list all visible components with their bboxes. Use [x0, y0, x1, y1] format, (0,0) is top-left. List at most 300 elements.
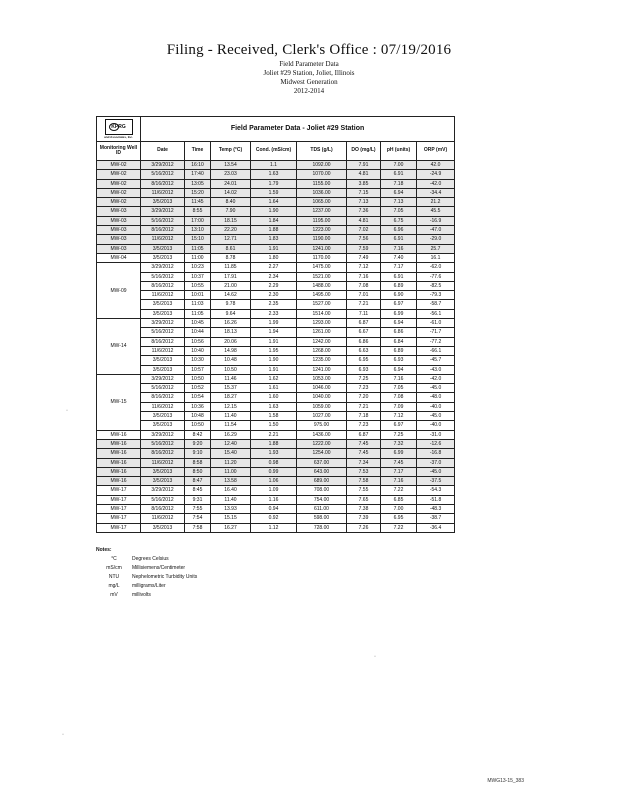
logo-cell [97, 117, 141, 142]
cell-ph: 7.16 [381, 244, 417, 253]
cell-ph: 7.08 [381, 393, 417, 402]
table-row [97, 374, 455, 383]
cell-cond: 1.64 [251, 198, 297, 207]
cell-temp: 10.48 [211, 356, 251, 365]
cell-well-id: MW-09 [97, 263, 141, 319]
cell-time: 10:30 [185, 356, 211, 365]
cell-time: 8:42 [185, 430, 211, 439]
cell-ph: 6.89 [381, 346, 417, 355]
cell-cond: 1.90 [251, 356, 297, 365]
cell-well-id: MW-16 [97, 467, 141, 476]
cell-cond: 1.09 [251, 486, 297, 495]
table-row [97, 504, 455, 513]
cell-orp: -40.0 [417, 402, 455, 411]
cell-date: 5/16/2012 [141, 328, 185, 337]
cell-ph: 6.97 [381, 300, 417, 309]
cell-well-id: MW-02 [97, 188, 141, 197]
cell-orp: -45.7 [417, 356, 455, 365]
cell-temp: 11.46 [211, 374, 251, 383]
cell-cond: 2.29 [251, 281, 297, 290]
cell-time: 10:23 [185, 263, 211, 272]
cell-cond: 1.1 [251, 161, 297, 170]
logo-subtext: and Associates, Inc. [104, 135, 133, 139]
cell-tds: 637.00 [297, 458, 347, 467]
cell-temp: 11.20 [211, 458, 251, 467]
cell-time: 10:40 [185, 346, 211, 355]
cell-date: 5/16/2012 [141, 272, 185, 281]
cell-orp: -38.7 [417, 514, 455, 523]
cell-well-id: MW-03 [97, 244, 141, 253]
cell-cond: 2.34 [251, 272, 297, 281]
cell-date: 8/16/2012 [141, 393, 185, 402]
header-line-2: Joliet #29 Station, Joliet, Illinois [263, 69, 355, 77]
cell-date: 11/6/2012 [141, 291, 185, 300]
cell-well-id: MW-17 [97, 486, 141, 495]
column-header: TDS (g/L) [297, 142, 347, 161]
cell-temp: 16.27 [211, 523, 251, 532]
cell-cond: 1.91 [251, 244, 297, 253]
cell-do: 7.21 [347, 300, 381, 309]
cell-time: 10:01 [185, 291, 211, 300]
cell-cond: 1.99 [251, 319, 297, 328]
cell-time: 13:05 [185, 179, 211, 188]
cell-ph: 7.05 [381, 384, 417, 393]
cell-orp: -45.0 [417, 384, 455, 393]
column-header: Cond. (mS/cm) [251, 142, 297, 161]
cell-orp: -48.3 [417, 504, 455, 513]
cell-well-id: MW-15 [97, 374, 141, 430]
cell-tds: 1222.00 [297, 439, 347, 448]
cell-tds: 1242.00 [297, 337, 347, 346]
cell-temp: 18.15 [211, 216, 251, 225]
cell-time: 15:10 [185, 235, 211, 244]
cell-temp: 20.06 [211, 337, 251, 346]
cell-tds: 754.00 [297, 495, 347, 504]
cell-time: 17:40 [185, 170, 211, 179]
cell-do: 7.58 [347, 477, 381, 486]
cell-date: 3/5/2013 [141, 198, 185, 207]
cell-temp: 24.01 [211, 179, 251, 188]
cell-time: 9:10 [185, 449, 211, 458]
cell-orp: -34.4 [417, 188, 455, 197]
note-abbreviation: mV [110, 592, 118, 598]
cell-orp: -51.8 [417, 495, 455, 504]
cell-do: 7.16 [347, 272, 381, 281]
cell-ph: 6.99 [381, 449, 417, 458]
cell-temp: 13.93 [211, 504, 251, 513]
cell-temp: 10.50 [211, 365, 251, 374]
column-header: pH (units) [381, 142, 417, 161]
cell-time: 15:20 [185, 188, 211, 197]
cell-time: 8:47 [185, 477, 211, 486]
cell-tds: 1514.00 [297, 309, 347, 318]
cell-orp: -29.0 [417, 235, 455, 244]
table-row [97, 179, 455, 188]
cell-orp: -47.0 [417, 226, 455, 235]
cell-time: 7:55 [185, 504, 211, 513]
cell-cond: 0.98 [251, 458, 297, 467]
cell-well-id: MW-02 [97, 161, 141, 170]
cell-date: 3/29/2012 [141, 319, 185, 328]
cell-ph: 6.84 [381, 337, 417, 346]
note-description: Nephelometric Turbidity Units [132, 574, 198, 580]
cell-orp: -56.1 [417, 309, 455, 318]
cell-time: 13:10 [185, 226, 211, 235]
cell-cond: 1.79 [251, 179, 297, 188]
cell-temp: 11.85 [211, 263, 251, 272]
cell-time: 7:54 [185, 514, 211, 523]
cell-orp: -54.3 [417, 486, 455, 495]
cell-temp: 9.78 [211, 300, 251, 309]
cell-cond: 1.06 [251, 477, 297, 486]
cell-temp: 12.15 [211, 402, 251, 411]
note-item [96, 582, 197, 591]
cell-temp: 11.40 [211, 412, 251, 421]
cell-cond: 1.80 [251, 253, 297, 262]
table-row [97, 188, 455, 197]
table-row [97, 365, 455, 374]
header-line-1: Field Parameter Data [279, 60, 339, 68]
cell-ph: 7.12 [381, 412, 417, 421]
cell-ph: 7.13 [381, 198, 417, 207]
cell-time: 11:05 [185, 309, 211, 318]
column-header-row [97, 142, 455, 161]
cell-temp: 9.64 [211, 309, 251, 318]
table-row [97, 207, 455, 216]
cell-do: 7.59 [347, 244, 381, 253]
cell-cond: 1.61 [251, 384, 297, 393]
cell-well-id: MW-16 [97, 449, 141, 458]
filing-stamp: Filing - Received, Clerk's Office : 07/19/2016 [166, 42, 452, 58]
table-row [97, 439, 455, 448]
cell-cond: 1.12 [251, 523, 297, 532]
margin-mark: · [62, 732, 64, 738]
cell-tds: 611.00 [297, 504, 347, 513]
cell-orp: -61.0 [417, 319, 455, 328]
cell-temp: 14.02 [211, 188, 251, 197]
cell-orp: -45.0 [417, 467, 455, 476]
cell-temp: 8.78 [211, 253, 251, 262]
cell-ph: 7.22 [381, 523, 417, 532]
cell-tds: 1070.00 [297, 170, 347, 179]
cell-do: 7.15 [347, 188, 381, 197]
cell-well-id: MW-03 [97, 216, 141, 225]
cell-orp: -58.7 [417, 300, 455, 309]
note-abbreviation: °C [111, 556, 117, 562]
cell-do: 6.93 [347, 365, 381, 374]
margin-mark: · [374, 654, 376, 660]
cell-do: 7.55 [347, 486, 381, 495]
cell-tds: 1261.00 [297, 328, 347, 337]
cell-temp: 15.15 [211, 514, 251, 523]
cell-tds: 1268.00 [297, 346, 347, 355]
cell-orp: -77.2 [417, 337, 455, 346]
cell-time: 8:58 [185, 458, 211, 467]
cell-do: 7.21 [347, 402, 381, 411]
cell-tds: 1293.00 [297, 319, 347, 328]
cell-do: 7.34 [347, 458, 381, 467]
cell-temp: 13.54 [211, 161, 251, 170]
cell-orp: -77.6 [417, 272, 455, 281]
cell-time: 17:00 [185, 216, 211, 225]
logo-text: KPRG [111, 123, 126, 130]
cell-do: 6.86 [347, 337, 381, 346]
table-row [97, 477, 455, 486]
cell-do: 7.45 [347, 449, 381, 458]
cell-ph: 6.94 [381, 319, 417, 328]
cell-tds: 1241.00 [297, 244, 347, 253]
cell-ph: 7.17 [381, 263, 417, 272]
cell-temp: 15.40 [211, 449, 251, 458]
cell-date: 11/6/2012 [141, 458, 185, 467]
table-row [97, 272, 455, 281]
cell-cond: 2.30 [251, 291, 297, 300]
cell-orp: -45.0 [417, 412, 455, 421]
cell-do: 7.36 [347, 207, 381, 216]
cell-cond: 1.50 [251, 421, 297, 430]
cell-tds: 1059.00 [297, 402, 347, 411]
cell-orp: 25.7 [417, 244, 455, 253]
cell-time: 11:00 [185, 253, 211, 262]
notes-section [96, 546, 197, 600]
cell-date: 3/29/2012 [141, 486, 185, 495]
cell-time: 10:56 [185, 337, 211, 346]
cell-date: 5/16/2012 [141, 170, 185, 179]
column-header: ORP (mV) [417, 142, 455, 161]
cell-orp: 42.0 [417, 161, 455, 170]
cell-date: 11/6/2012 [141, 402, 185, 411]
cell-time: 10:55 [185, 281, 211, 290]
cell-well-id: MW-17 [97, 523, 141, 532]
cell-orp: -31.0 [417, 430, 455, 439]
cell-cond: 2.27 [251, 263, 297, 272]
cell-date: 8/16/2012 [141, 504, 185, 513]
field-parameter-table-wrap [96, 116, 454, 533]
cell-do: 7.26 [347, 523, 381, 532]
cell-date: 3/29/2012 [141, 374, 185, 383]
cell-date: 3/5/2013 [141, 356, 185, 365]
cell-date: 3/5/2013 [141, 365, 185, 374]
cell-time: 11:45 [185, 198, 211, 207]
cell-date: 11/6/2012 [141, 514, 185, 523]
cell-time: 11:05 [185, 244, 211, 253]
cell-cond: 1.83 [251, 235, 297, 244]
cell-do: 7.65 [347, 495, 381, 504]
cell-tds: 728.00 [297, 523, 347, 532]
cell-orp: -48.0 [417, 393, 455, 402]
cell-orp: -79.3 [417, 291, 455, 300]
notes-title: Notes: [96, 547, 112, 553]
cell-ph: 7.18 [381, 179, 417, 188]
table-row [97, 170, 455, 179]
table-row [97, 523, 455, 532]
cell-ph: 6.86 [381, 328, 417, 337]
note-item [96, 564, 197, 573]
cell-do: 7.25 [347, 374, 381, 383]
table-row [97, 161, 455, 170]
cell-do: 7.53 [347, 467, 381, 476]
cell-cond: 1.88 [251, 439, 297, 448]
cell-temp: 8.61 [211, 244, 251, 253]
table-row [97, 346, 455, 355]
cell-cond: 1.94 [251, 328, 297, 337]
table-row [97, 291, 455, 300]
cell-tds: 598.00 [297, 514, 347, 523]
cell-date: 3/5/2013 [141, 477, 185, 486]
cell-orp: -40.0 [417, 421, 455, 430]
cell-orp: -36.4 [417, 523, 455, 532]
cell-temp: 11.54 [211, 421, 251, 430]
cell-well-id: MW-02 [97, 170, 141, 179]
cell-do: 7.23 [347, 384, 381, 393]
cell-orp: -37.5 [417, 477, 455, 486]
cell-cond: 2.21 [251, 430, 297, 439]
cell-ph: 6.94 [381, 188, 417, 197]
cell-temp: 23.03 [211, 170, 251, 179]
cell-temp: 7.90 [211, 207, 251, 216]
note-description: millivolts [132, 592, 151, 598]
cell-orp: -66.1 [417, 346, 455, 355]
table-row [97, 356, 455, 365]
cell-ph: 7.25 [381, 430, 417, 439]
table-row [97, 244, 455, 253]
cell-cond: 1.58 [251, 412, 297, 421]
column-header: Time [185, 142, 211, 161]
cell-do: 6.87 [347, 430, 381, 439]
cell-date: 5/16/2012 [141, 216, 185, 225]
cell-cond: 1.62 [251, 374, 297, 383]
cell-ph: 6.91 [381, 170, 417, 179]
cell-date: 3/29/2012 [141, 161, 185, 170]
cell-tds: 1046.00 [297, 384, 347, 393]
cell-date: 3/29/2012 [141, 263, 185, 272]
cell-date: 8/16/2012 [141, 449, 185, 458]
cell-cond: 1.90 [251, 207, 297, 216]
cell-ph: 6.95 [381, 514, 417, 523]
cell-do: 7.38 [347, 504, 381, 513]
cell-cond: 0.92 [251, 514, 297, 523]
company-logo [105, 119, 133, 135]
note-abbreviation: mg/L [108, 583, 120, 589]
cell-time: 10:57 [185, 365, 211, 374]
table-row [97, 309, 455, 318]
cell-date: 5/16/2012 [141, 495, 185, 504]
table-row [97, 328, 455, 337]
cell-tds: 1237.00 [297, 207, 347, 216]
cell-ph: 7.16 [381, 477, 417, 486]
cell-tds: 1488.00 [297, 281, 347, 290]
cell-orp: -24.9 [417, 170, 455, 179]
cell-orp: -43.0 [417, 365, 455, 374]
cell-well-id: MW-03 [97, 207, 141, 216]
cell-date: 11/6/2012 [141, 188, 185, 197]
cell-temp: 14.98 [211, 346, 251, 355]
cell-cond: 1.91 [251, 365, 297, 374]
cell-date: 8/16/2012 [141, 226, 185, 235]
cell-tds: 1155.00 [297, 179, 347, 188]
cell-ph: 6.99 [381, 309, 417, 318]
cell-cond: 1.95 [251, 346, 297, 355]
cell-well-id: MW-16 [97, 430, 141, 439]
cell-orp: -62.0 [417, 263, 455, 272]
cell-date: 3/5/2013 [141, 244, 185, 253]
cell-tds: 1190.00 [297, 235, 347, 244]
cell-do: 7.49 [347, 253, 381, 262]
cell-temp: 18.13 [211, 328, 251, 337]
field-parameter-table [96, 116, 455, 533]
cell-do: 3.85 [347, 179, 381, 188]
note-description: milligrams/Liter [132, 583, 166, 589]
table-row [97, 337, 455, 346]
column-header: DO (mg/L) [347, 142, 381, 161]
cell-ph: 6.89 [381, 281, 417, 290]
cell-date: 3/5/2013 [141, 309, 185, 318]
note-item [96, 591, 197, 600]
cell-date: 5/16/2012 [141, 384, 185, 393]
cell-time: 7:58 [185, 523, 211, 532]
cell-well-id: MW-03 [97, 235, 141, 244]
cell-ph: 7.00 [381, 504, 417, 513]
cell-do: 7.12 [347, 263, 381, 272]
cell-tds: 1040.00 [297, 393, 347, 402]
cell-orp: -37.0 [417, 458, 455, 467]
cell-time: 9:31 [185, 495, 211, 504]
cell-temp: 16.40 [211, 486, 251, 495]
cell-temp: 18.27 [211, 393, 251, 402]
cell-tds: 1475.00 [297, 263, 347, 272]
table-title: Field Parameter Data - Joliet #29 Station [141, 117, 455, 142]
cell-time: 8:50 [185, 467, 211, 476]
cell-time: 10:54 [185, 393, 211, 402]
cell-orp: -42.0 [417, 179, 455, 188]
table-row [97, 421, 455, 430]
cell-tds: 975.00 [297, 421, 347, 430]
cell-temp: 22.20 [211, 226, 251, 235]
table-row [97, 467, 455, 476]
header-line-3: Midwest Generation [280, 78, 338, 86]
cell-well-id: MW-04 [97, 253, 141, 262]
document-footer-id: MWG13-15_383 [487, 778, 524, 784]
cell-temp: 16.29 [211, 430, 251, 439]
cell-tds: 1065.00 [297, 198, 347, 207]
cell-orp: -16.8 [417, 449, 455, 458]
cell-tds: 1053.00 [297, 374, 347, 383]
cell-do: 7.13 [347, 198, 381, 207]
cell-date: 8/16/2012 [141, 179, 185, 188]
table-body [97, 161, 455, 533]
cell-cond: 0.99 [251, 467, 297, 476]
cell-do: 6.67 [347, 328, 381, 337]
cell-time: 10:50 [185, 421, 211, 430]
cell-tds: 1170.00 [297, 253, 347, 262]
column-header: Temp (°C) [211, 142, 251, 161]
cell-time: 10:52 [185, 384, 211, 393]
cell-time: 10:37 [185, 272, 211, 281]
margin-mark: · [66, 408, 68, 414]
cell-ph: 7.22 [381, 486, 417, 495]
table-row [97, 216, 455, 225]
table-row [97, 449, 455, 458]
cell-date: 11/6/2012 [141, 346, 185, 355]
cell-date: 5/16/2012 [141, 439, 185, 448]
cell-cond: 2.33 [251, 309, 297, 318]
cell-ph: 7.45 [381, 458, 417, 467]
cell-well-id: MW-16 [97, 458, 141, 467]
table-row [97, 198, 455, 207]
cell-time: 8:55 [185, 207, 211, 216]
cell-tds: 1036.00 [297, 188, 347, 197]
cell-do: 6.87 [347, 319, 381, 328]
